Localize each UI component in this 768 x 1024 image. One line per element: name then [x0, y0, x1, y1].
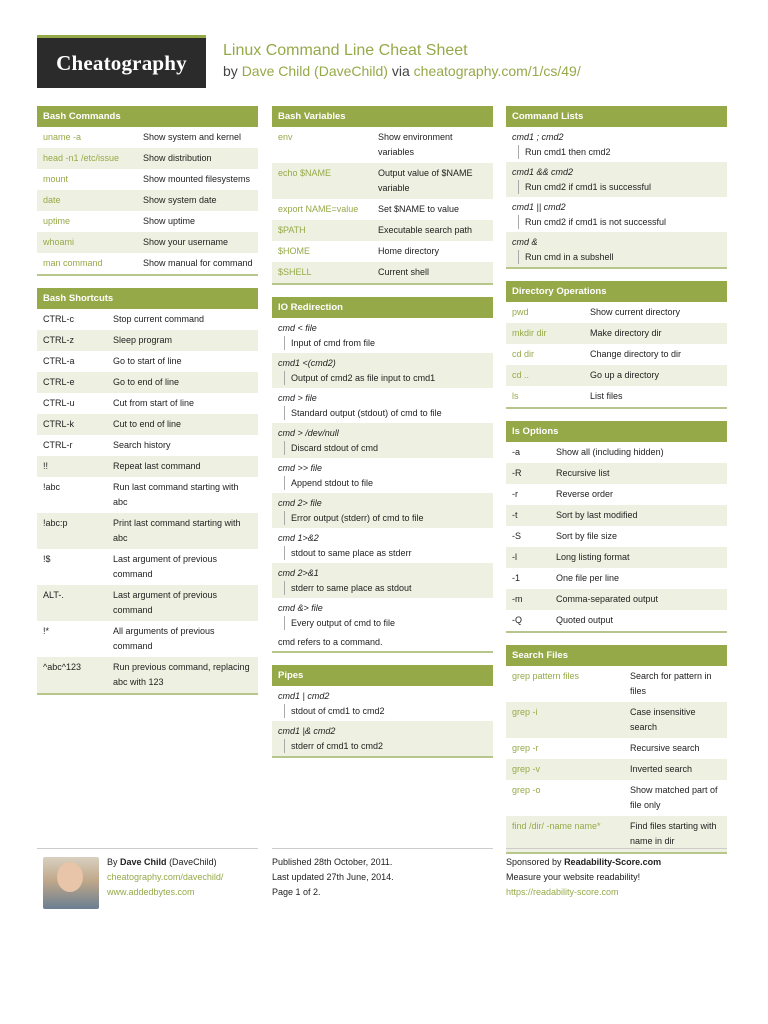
command-description: Recursive search: [630, 743, 700, 753]
command-key: head -n1 /etc/issue: [37, 148, 137, 169]
command-description: stdout of cmd1 to cmd2: [284, 704, 487, 718]
command-key: !$: [43, 554, 51, 564]
section-title: Bash Shortcuts: [37, 288, 258, 309]
command-key: grep -o: [512, 785, 541, 795]
section-bash-variables: [272, 106, 493, 285]
command-description: Search for pattern in files: [630, 671, 712, 696]
command-description: Show your username: [137, 232, 258, 253]
table-row: [37, 393, 258, 414]
section-directory-operations: [506, 281, 727, 409]
command-key: -t: [506, 505, 550, 526]
command-description: Quoted output: [556, 615, 614, 625]
page-title: Linux Command Line Cheat Sheet: [223, 42, 468, 59]
updated-date: Last updated 27th June, 2014.: [272, 872, 394, 882]
command-key: mkdir dir: [506, 323, 584, 344]
command-description: Run previous command, replacing abc with 123: [107, 657, 258, 693]
command-description: Show all (including hidden): [556, 447, 664, 457]
table-row: [506, 547, 727, 568]
command-description: Run cmd2 if cmd1 is successful: [518, 180, 721, 194]
via-label: via: [391, 63, 410, 79]
command-description: List files: [590, 391, 623, 401]
table-row: [506, 463, 727, 484]
author-avatar: [43, 857, 99, 909]
command-description: Last argument of previous command: [113, 554, 218, 579]
command-description: All arguments of previous command: [113, 626, 215, 651]
list-item: [272, 423, 493, 458]
command-description: Show system date: [137, 190, 258, 211]
command-description: Output value of $NAME variable: [372, 163, 493, 199]
command-description: Show uptime: [143, 216, 196, 226]
command-description: Case insensitive search: [624, 702, 727, 738]
table-row: [506, 610, 727, 631]
command-description: Set $NAME to value: [378, 204, 460, 214]
command-syntax: cmd1 | cmd2: [278, 691, 330, 701]
command-key: $SHELL: [272, 262, 372, 283]
command-description: Standard output (stdout) of cmd to file: [284, 406, 487, 420]
command-key: ALT-.: [37, 585, 107, 621]
command-description: Current shell: [372, 262, 493, 283]
list-item: [272, 528, 493, 563]
table-row: [506, 484, 727, 505]
command-key: grep -v: [506, 759, 624, 780]
io-note: cmd refers to a command.: [278, 637, 383, 647]
command-key: $HOME: [278, 246, 311, 256]
table-row: [37, 148, 258, 169]
table-row: [37, 435, 258, 456]
section-title: Search Files: [506, 645, 727, 666]
section-ls-options: [506, 421, 727, 633]
command-description: Go to start of line: [113, 356, 182, 366]
command-description: Run last command starting with abc: [113, 482, 239, 507]
command-description: Append stdout to file: [284, 476, 487, 490]
list-item: [272, 493, 493, 528]
table-row: [37, 190, 258, 211]
table-row: [272, 163, 493, 199]
table-row: [37, 414, 258, 435]
bash-shortcuts-table: [37, 309, 258, 693]
command-description: Recursive list: [550, 463, 727, 484]
command-description: Go to end of line: [107, 372, 258, 393]
table-row: [272, 127, 493, 163]
footer-author-handle: (DaveChild): [169, 857, 217, 867]
command-description: Run cmd1 then cmd2: [518, 145, 721, 159]
command-description: stdout to same place as stderr: [284, 546, 487, 560]
table-row: [37, 127, 258, 148]
section-title: IO Redirection: [272, 297, 493, 318]
command-key: cd ..: [506, 365, 584, 386]
list-item: [506, 232, 727, 267]
command-description: Print last command starting with abc: [107, 513, 258, 549]
table-row: [37, 232, 258, 253]
command-key: echo $NAME: [272, 163, 372, 199]
command-description: Go up a directory: [584, 365, 727, 386]
command-description: Home directory: [378, 246, 440, 256]
section-title: Pipes: [272, 665, 493, 686]
command-description: Change directory to dir: [590, 349, 682, 359]
page-subtitle: [223, 63, 581, 79]
command-syntax: cmd &> file: [278, 603, 323, 613]
command-description: Inverted search: [624, 759, 727, 780]
table-row: [506, 589, 727, 610]
command-description: Error output (stderr) of cmd to file: [284, 511, 487, 525]
command-syntax: cmd > /dev/null: [278, 428, 339, 438]
footer-dates: [272, 848, 493, 900]
by-label: by: [223, 63, 238, 79]
command-description: Input of cmd from file: [284, 336, 487, 350]
command-syntax: cmd1 |& cmd2: [278, 726, 336, 736]
command-key: CTRL-e: [37, 372, 107, 393]
table-row: [506, 442, 727, 463]
footer-by-label: By: [107, 857, 118, 867]
command-key: env: [278, 132, 293, 142]
table-row: [37, 477, 258, 513]
sponsored-label: Sponsored by: [506, 857, 562, 867]
table-row: [506, 666, 727, 702]
command-key: pwd: [512, 307, 529, 317]
table-row: [37, 585, 258, 621]
directory-operations-table: [506, 302, 727, 407]
table-row: [506, 568, 727, 589]
command-key: man command: [43, 258, 103, 268]
command-key: -R: [506, 463, 550, 484]
table-row: [506, 702, 727, 738]
list-item: [272, 686, 493, 721]
command-key: -Q: [512, 615, 522, 625]
command-description: Reverse order: [556, 489, 614, 499]
table-row: [506, 344, 727, 365]
command-description: Sort by last modified: [550, 505, 727, 526]
table-row: [506, 526, 727, 547]
published-date: Published 28th October, 2011.: [272, 857, 393, 867]
list-item: [272, 353, 493, 388]
command-description: Stop current command: [113, 314, 205, 324]
sponsor-tagline: Measure your website readability!: [506, 872, 641, 882]
command-syntax: cmd1 ; cmd2: [512, 132, 564, 142]
command-description: Make directory dir: [584, 323, 727, 344]
section-title: Directory Operations: [506, 281, 727, 302]
section-command-lists: [506, 106, 727, 269]
command-key: -a: [512, 447, 521, 457]
command-description: Sort by file size: [556, 531, 618, 541]
command-key: mount: [43, 174, 69, 184]
command-description: Sleep program: [107, 330, 258, 351]
section-title: ls Options: [506, 421, 727, 442]
section-title: Bash Variables: [272, 106, 493, 127]
table-row: [272, 262, 493, 283]
section-pipes: [272, 665, 493, 758]
command-key: -r: [512, 489, 518, 499]
table-row: [506, 738, 727, 759]
command-key: CTRL-u: [43, 398, 75, 408]
command-description: Show manual for command: [143, 258, 253, 268]
table-row: [272, 220, 493, 241]
command-key: CTRL-c: [43, 314, 74, 324]
command-description: Find files starting with name in dir: [624, 816, 727, 852]
table-row: [37, 330, 258, 351]
command-key: grep -i: [506, 702, 624, 738]
bash-variables-table: [272, 127, 493, 283]
command-syntax: cmd > file: [278, 393, 317, 403]
table-row: [506, 759, 727, 780]
command-key: export NAME=value: [278, 204, 359, 214]
command-key: CTRL-r: [43, 440, 73, 450]
command-key: CTRL-z: [37, 330, 107, 351]
search-files-table: [506, 666, 727, 852]
command-syntax: cmd 2> file: [278, 498, 322, 508]
page-number: Page 1 of 2.: [272, 887, 321, 897]
command-description: Last argument of previous command: [107, 585, 258, 621]
command-key: find /dir/ -name name*: [506, 816, 624, 852]
list-item: [506, 197, 727, 232]
list-item: [272, 458, 493, 493]
command-key: !abc:p: [37, 513, 107, 549]
table-row: [37, 657, 258, 693]
command-key: -S: [512, 531, 521, 541]
ls-options-table: [506, 442, 727, 631]
table-row: [272, 241, 493, 262]
list-item: [272, 721, 493, 756]
command-syntax: cmd >> file: [278, 463, 323, 473]
table-row: [506, 365, 727, 386]
table-row: [37, 549, 258, 585]
list-item: [506, 127, 727, 162]
sponsor-name: Readability-Score.com: [564, 857, 662, 867]
command-description: Executable search path: [372, 220, 493, 241]
footer-author: [37, 848, 258, 900]
section-io-redirection: [272, 297, 493, 653]
table-row: [37, 456, 258, 477]
list-item: [272, 598, 493, 633]
table-row: [506, 302, 727, 323]
sponsor-link[interactable]: https://readability-score.com: [506, 887, 619, 897]
command-description: Comma-separated output: [550, 589, 727, 610]
command-key: CTRL-k: [37, 414, 107, 435]
command-key: -m: [506, 589, 550, 610]
table-row: [37, 253, 258, 274]
table-row: [506, 323, 727, 344]
command-description: Show environment variables: [378, 132, 453, 157]
command-key: $PATH: [272, 220, 372, 241]
command-syntax: cmd &: [512, 237, 538, 247]
table-row: [37, 621, 258, 657]
table-row: [37, 169, 258, 190]
column-1: [37, 106, 258, 707]
table-row: [506, 780, 727, 816]
command-lists-list: [506, 127, 727, 267]
column-3: [506, 106, 727, 866]
section-search-files: [506, 645, 727, 854]
cheatography-logo[interactable]: Cheatography: [37, 35, 206, 88]
command-description: Discard stdout of cmd: [284, 441, 487, 455]
footer-sponsor: [506, 848, 727, 900]
command-syntax: cmd < file: [278, 323, 317, 333]
table-row: [37, 309, 258, 330]
command-description: Show mounted filesystems: [143, 174, 251, 184]
author-profile-link[interactable]: cheatography.com/davechild/: [107, 872, 224, 882]
table-row: [37, 372, 258, 393]
command-key: uptime: [43, 216, 71, 226]
command-key: cd dir: [512, 349, 535, 359]
command-syntax: cmd1 <(cmd2): [278, 358, 336, 368]
command-description: Cut from start of line: [113, 398, 195, 408]
command-syntax: cmd1 && cmd2: [512, 167, 574, 177]
command-description: Search history: [113, 440, 171, 450]
list-item: [506, 162, 727, 197]
column-2: [272, 106, 493, 770]
command-description: Cut to end of line: [107, 414, 258, 435]
author-site-link[interactable]: www.addedbytes.com: [107, 887, 195, 897]
bash-commands-table: [37, 127, 258, 274]
command-key: grep pattern files: [512, 671, 580, 681]
command-syntax: cmd 1>&2: [278, 533, 319, 543]
footer-author-name: Dave Child: [120, 857, 167, 867]
command-description: Long listing format: [550, 547, 727, 568]
command-key: !*: [43, 626, 50, 636]
command-description: One file per line: [556, 573, 620, 583]
section-bash-shortcuts: [37, 288, 258, 695]
author-link[interactable]: Dave Child (DaveChild): [241, 63, 388, 79]
command-key: CTRL-a: [43, 356, 75, 366]
command-description: stderr to same place as stdout: [284, 581, 487, 595]
command-key: date: [37, 190, 137, 211]
command-description: Repeat last command: [107, 456, 258, 477]
table-row: [37, 211, 258, 232]
command-key: uname -a: [43, 132, 82, 142]
section-title: Bash Commands: [37, 106, 258, 127]
command-key: -1: [512, 573, 521, 583]
command-description: Show system and kernel: [143, 132, 242, 142]
io-redirection-list: [272, 318, 493, 633]
command-key: grep -r: [512, 743, 539, 753]
command-key: !!: [37, 456, 107, 477]
list-item: [272, 318, 493, 353]
list-item: [272, 388, 493, 423]
table-row: [506, 505, 727, 526]
command-description: stderr of cmd1 to cmd2: [284, 739, 487, 753]
command-key: ls: [512, 391, 519, 401]
table-row: [506, 816, 727, 852]
command-description: Run cmd in a subshell: [518, 250, 721, 264]
command-key: ^abc^123: [37, 657, 107, 693]
table-row: [37, 513, 258, 549]
section-bash-commands: [37, 106, 258, 276]
table-row: [37, 351, 258, 372]
command-description: Show current directory: [590, 307, 681, 317]
pipes-list: [272, 686, 493, 756]
command-description: Every output of cmd to file: [284, 616, 487, 630]
command-syntax: cmd1 || cmd2: [512, 202, 566, 212]
sheet-url-link[interactable]: cheatography.com/1/cs/49/: [413, 63, 581, 79]
list-item: [272, 563, 493, 598]
table-row: [506, 386, 727, 407]
command-key: -l: [506, 547, 550, 568]
command-description: Run cmd2 if cmd1 is not successful: [518, 215, 721, 229]
command-key: whoami: [37, 232, 137, 253]
command-description: Output of cmd2 as file input to cmd1: [284, 371, 487, 385]
table-row: [272, 199, 493, 220]
command-syntax: cmd 2>&1: [278, 568, 319, 578]
section-title: Command Lists: [506, 106, 727, 127]
command-description: Show distribution: [137, 148, 258, 169]
command-description: Show matched part of file only: [630, 785, 718, 810]
command-key: !abc: [43, 482, 61, 492]
